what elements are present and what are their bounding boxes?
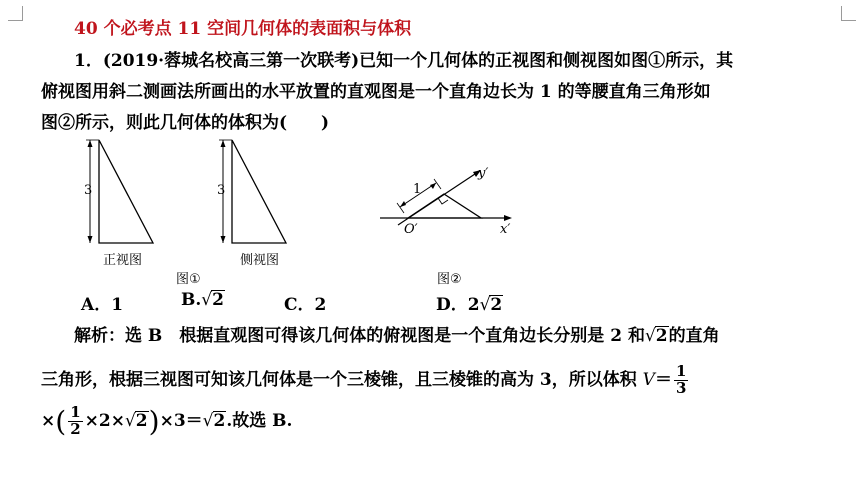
solution-line-3: ×( $\frac{1}{2}$ ×2×√2)×3＝√2.故选 B.: [41, 403, 293, 438]
solution-line-1: 解析：选 B 根据直观图可得该几何体的俯视图是一个直角边长分别是 2 和√2的直角: [74, 326, 720, 346]
front-view-label: 正视图: [103, 253, 143, 268]
section-heading: 40 个必考点 11 空间几何体的表面积与体积: [74, 19, 412, 39]
problem-line-3: 图②所示，则此几何体的体积为( ): [41, 113, 330, 133]
option-d: D．2√2: [436, 295, 503, 315]
volume-fraction: $\frac{1}{3}$: [675, 362, 687, 397]
y-prime-label: y′: [478, 166, 489, 181]
half-fraction: $\frac{1}{2}$: [70, 403, 81, 438]
option-c: C．2: [284, 295, 327, 315]
front-view-height-label: 3: [84, 183, 93, 198]
problem-line-1: 1．(2019·蓉城名校高三第一次联考)已知一个几何体的正视图和侧视图如图①所示，其: [74, 51, 734, 71]
origin-label: O′: [404, 222, 418, 237]
edge-length-label: 1: [413, 182, 422, 197]
option-b: B.√2: [181, 290, 224, 310]
x-prime-label: x′: [500, 222, 511, 237]
side-view-height-label: 3: [217, 183, 226, 198]
front-view-triangle: [99, 140, 153, 243]
side-view-label: 侧视图: [240, 253, 280, 268]
figure-2-caption: 图②: [437, 272, 462, 287]
problem-line-2: 俯视图用斜二测画法所画出的水平放置的直观图是一个直角边长为 1 的等腰直角三角形如: [41, 82, 711, 102]
side-view-triangle: [232, 140, 286, 243]
option-a: A．1: [81, 295, 124, 315]
oblique-right-triangle: [408, 194, 481, 218]
figure-1-caption: 图①: [176, 272, 201, 287]
solution-line-2: 三角形，根据三视图可知该几何体是一个三棱锥，且三棱锥的高为 3，所以体积 V＝ $\frac{1}{3}$: [41, 362, 687, 397]
